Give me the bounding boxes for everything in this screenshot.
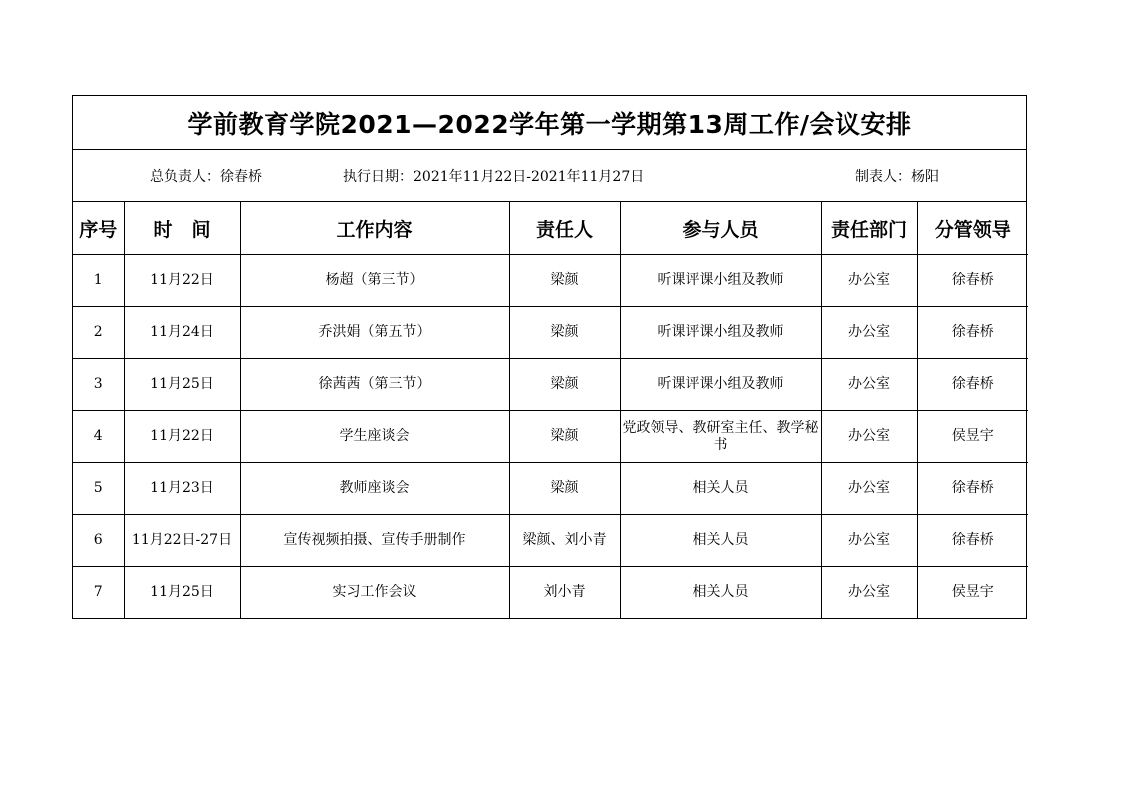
cell-leader: 徐春桥	[917, 359, 1028, 411]
table-row	[73, 567, 1028, 619]
cell-participants: 相关人员	[620, 463, 821, 515]
cell-leader: 徐春桥	[917, 307, 1028, 359]
cell-participants: 党政领导、教研室主任、教学秘书	[620, 411, 821, 463]
cell-time: 11月25日	[124, 567, 240, 619]
table-row	[73, 359, 1028, 411]
cell-seq: 7	[73, 567, 124, 619]
cell-owner: 梁颜、刘小青	[509, 515, 620, 567]
schedule-sheet	[72, 95, 1027, 619]
cell-owner: 梁颜	[509, 463, 620, 515]
cell-content: 徐茜茜（第三节）	[240, 359, 509, 411]
header-row	[73, 202, 1028, 255]
cell-participants: 听课评课小组及教师	[620, 359, 821, 411]
cell-owner: 梁颜	[509, 411, 620, 463]
cell-participants: 相关人员	[620, 567, 821, 619]
cell-content: 实习工作会议	[240, 567, 509, 619]
cell-seq: 2	[73, 307, 124, 359]
cell-participants: 相关人员	[620, 515, 821, 567]
cell-seq: 6	[73, 515, 124, 567]
header-owner: 责任人	[509, 202, 620, 255]
cell-content: 学生座谈会	[240, 411, 509, 463]
cell-content: 杨超（第三节）	[240, 255, 509, 307]
cell-leader: 徐春桥	[917, 463, 1028, 515]
sheet-title: 学前教育学院2021—2022学年第一学期第13周工作/会议安排	[73, 96, 1026, 150]
cell-time: 11月22日-27日	[124, 515, 240, 567]
cell-owner: 梁颜	[509, 307, 620, 359]
table-row	[73, 307, 1028, 359]
header-seq: 序号	[73, 202, 124, 255]
date-range-label: 执行日期：2021年11月22日-2021年11月27日	[343, 168, 645, 185]
cell-department: 办公室	[821, 255, 917, 307]
cell-time: 11月25日	[124, 359, 240, 411]
cell-department: 办公室	[821, 463, 917, 515]
cell-department: 办公室	[821, 567, 917, 619]
cell-content: 教师座谈会	[240, 463, 509, 515]
header-department: 责任部门	[821, 202, 917, 255]
cell-participants: 听课评课小组及教师	[620, 307, 821, 359]
table-row	[73, 411, 1028, 463]
table-row	[73, 515, 1028, 567]
cell-content: 宣传视频拍摄、宣传手册制作	[240, 515, 509, 567]
cell-seq: 5	[73, 463, 124, 515]
maker-label: 制表人：杨阳	[855, 168, 939, 185]
cell-owner: 梁颜	[509, 359, 620, 411]
cell-content: 乔洪娟（第五节）	[240, 307, 509, 359]
cell-department: 办公室	[821, 411, 917, 463]
header-leader: 分管领导	[917, 202, 1028, 255]
cell-leader: 侯昱宇	[917, 411, 1028, 463]
cell-leader: 徐春桥	[917, 255, 1028, 307]
cell-participants: 听课评课小组及教师	[620, 255, 821, 307]
owner-label: 总负责人：徐春桥	[150, 168, 262, 185]
cell-time: 11月22日	[124, 255, 240, 307]
cell-leader: 侯昱宇	[917, 567, 1028, 619]
cell-department: 办公室	[821, 307, 917, 359]
cell-owner: 刘小青	[509, 567, 620, 619]
table-row	[73, 463, 1028, 515]
cell-seq: 4	[73, 411, 124, 463]
cell-seq: 1	[73, 255, 124, 307]
header-content: 工作内容	[240, 202, 509, 255]
cell-seq: 3	[73, 359, 124, 411]
cell-time: 11月24日	[124, 307, 240, 359]
schedule-table	[73, 202, 1028, 618]
table-row	[73, 255, 1028, 307]
header-time: 时 间	[124, 202, 240, 255]
cell-time: 11月23日	[124, 463, 240, 515]
cell-owner: 梁颜	[509, 255, 620, 307]
header-participants: 参与人员	[620, 202, 821, 255]
cell-leader: 徐春桥	[917, 515, 1028, 567]
cell-time: 11月22日	[124, 411, 240, 463]
cell-department: 办公室	[821, 515, 917, 567]
meta-row	[73, 150, 1026, 202]
cell-department: 办公室	[821, 359, 917, 411]
